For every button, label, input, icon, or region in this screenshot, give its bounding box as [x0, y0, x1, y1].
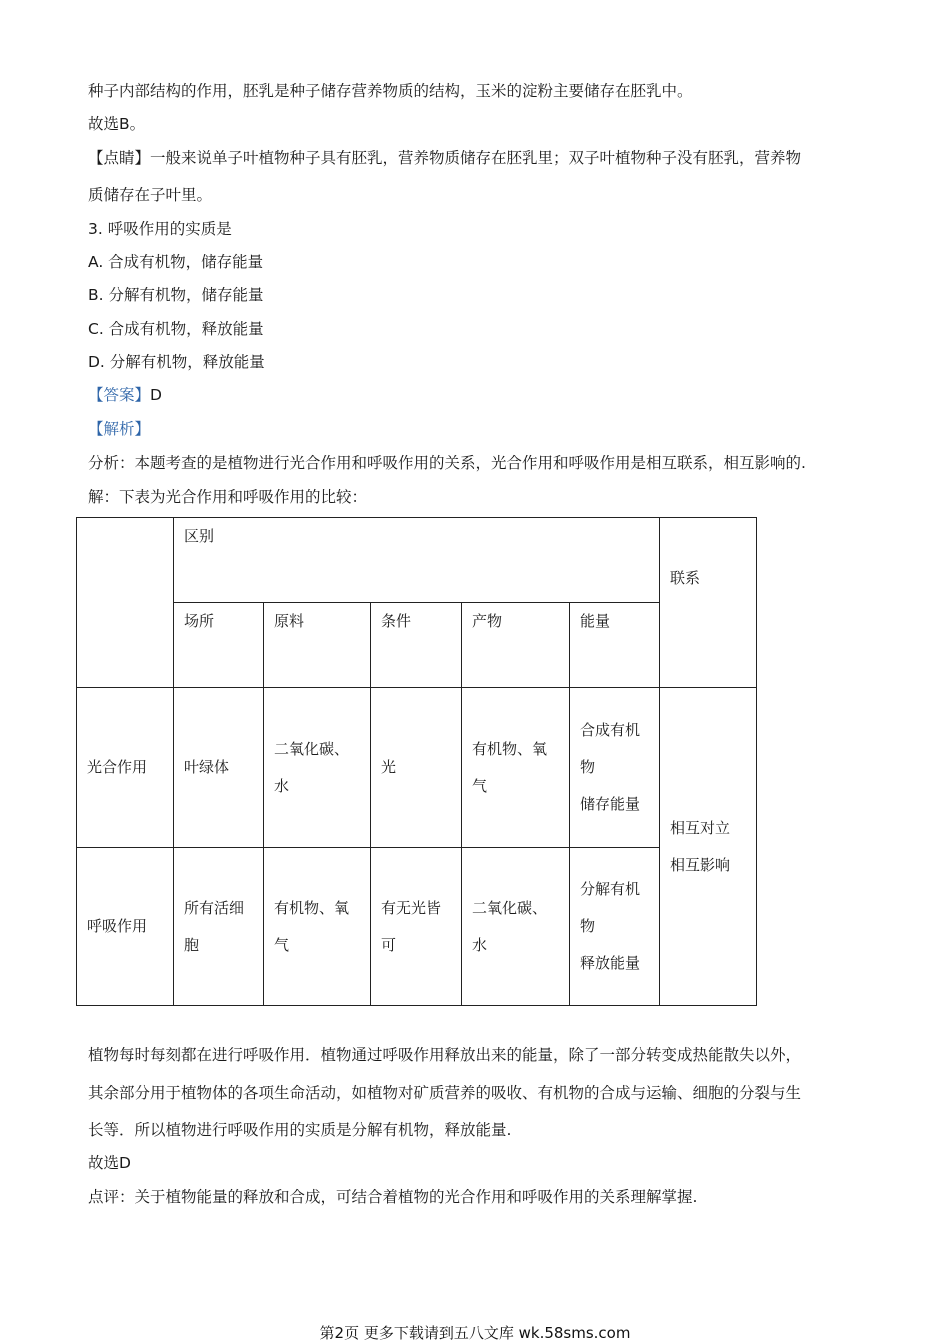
page-footer: 第2页 更多下载请到五八文库 wk.58sms.com	[319, 1324, 631, 1342]
table-header-group: 区别	[174, 518, 660, 603]
cell-line: 有无光皆	[381, 898, 442, 917]
cell-line: 释放能量	[580, 954, 641, 972]
table-corner-cell	[77, 518, 174, 688]
table-col-header: 场所	[174, 603, 264, 688]
cell-line: 水	[274, 776, 290, 795]
cell-line: 水	[472, 935, 488, 954]
tip-line-1: 【点睛】一般来说单子叶植物种子具有胚乳，营养物质储存在胚乳里；双子叶植物种子没有胚乳，营养物	[88, 149, 802, 167]
answer-line	[88, 384, 162, 406]
table-cell-product	[462, 848, 570, 1006]
cell-line: 有机物、氧	[274, 898, 350, 917]
table-cell-energy	[570, 688, 660, 848]
cell-line: 胞	[184, 935, 200, 954]
cell-line: 相互对立	[670, 818, 731, 837]
cell-line: 合成有机	[580, 721, 641, 739]
table-cell-material	[264, 688, 371, 848]
table-row-name: 光合作用	[77, 688, 174, 848]
cell-line: 物	[580, 917, 596, 935]
text-line-2: 故选B。	[88, 115, 146, 133]
table-cell-energy	[570, 848, 660, 1006]
table-cell-place: 叶绿体	[174, 688, 264, 848]
answer-value: D	[150, 386, 162, 404]
table-cell-relation	[660, 688, 757, 1006]
comment-line: 点评：关于植物能量的释放和合成，可结合着植物的光合作用和呼吸作用的关系理解掌握.	[88, 1188, 698, 1206]
table-col-header: 条件	[371, 603, 462, 688]
option-a: A. 合成有机物，储存能量	[88, 253, 264, 271]
table-col-header: 能量	[570, 603, 660, 688]
analysis-line-2: 解：下表为光合作用和呼吸作用的比较：	[88, 488, 368, 506]
table-cell-condition	[371, 848, 462, 1006]
explanation-line-4: 故选D	[88, 1154, 131, 1172]
analysis-tag-line	[88, 418, 150, 440]
cell-line: 可	[381, 935, 397, 954]
table-cell-condition: 光	[371, 688, 462, 848]
text-line-1: 种子内部结构的作用，胚乳是种子储存营养物质的结构，玉米的淀粉主要储存在胚乳中。	[88, 82, 693, 100]
option-b: B. 分解有机物，储存能量	[88, 286, 264, 304]
table-header-relation: 联系	[660, 518, 757, 688]
analysis-line-1: 分析：本题考查的是植物进行光合作用和呼吸作用的关系，光合作用和呼吸作用是相互联系，相互影响的.	[88, 454, 806, 472]
table-row-name: 呼吸作用	[77, 848, 174, 1006]
cell-line: 气	[472, 776, 488, 795]
cell-line: 储存能量	[580, 795, 641, 813]
cell-line: 气	[274, 935, 290, 954]
question-3: 3. 呼吸作用的实质是	[88, 220, 232, 238]
cell-line: 所有活细	[184, 898, 245, 917]
table-cell-product	[462, 688, 570, 848]
cell-line: 分解有机	[580, 880, 641, 898]
table-col-header: 原料	[264, 603, 371, 688]
comparison-table	[76, 517, 757, 1006]
table-cell-place	[174, 848, 264, 1006]
explanation-line-3: 长等．所以植物进行呼吸作用的实质是分解有机物，释放能量.	[88, 1121, 512, 1139]
option-d: D. 分解有机物，释放能量	[88, 353, 265, 371]
answer-tag: 【答案】	[88, 386, 151, 404]
cell-line: 二氧化碳、	[274, 739, 350, 758]
cell-line: 二氧化碳、	[472, 898, 548, 917]
cell-line: 有机物、氧	[472, 739, 548, 758]
table-cell-material	[264, 848, 371, 1006]
table-col-header: 产物	[462, 603, 570, 688]
option-c: C. 合成有机物，释放能量	[88, 320, 264, 338]
cell-line: 物	[580, 758, 596, 776]
explanation-line-2: 其余部分用于植物体的各项生命活动，如植物对矿质营养的吸收、有机物的合成与运输、细胞的分裂与生	[88, 1084, 802, 1102]
analysis-tag: 【解析】	[88, 420, 151, 438]
tip-line-2: 质储存在子叶里。	[88, 186, 213, 204]
explanation-line-1: 植物每时每刻都在进行呼吸作用．植物通过呼吸作用释放出来的能量，除了一部分转变成热能散失以外，	[88, 1046, 802, 1064]
cell-line: 相互影响	[670, 855, 731, 874]
